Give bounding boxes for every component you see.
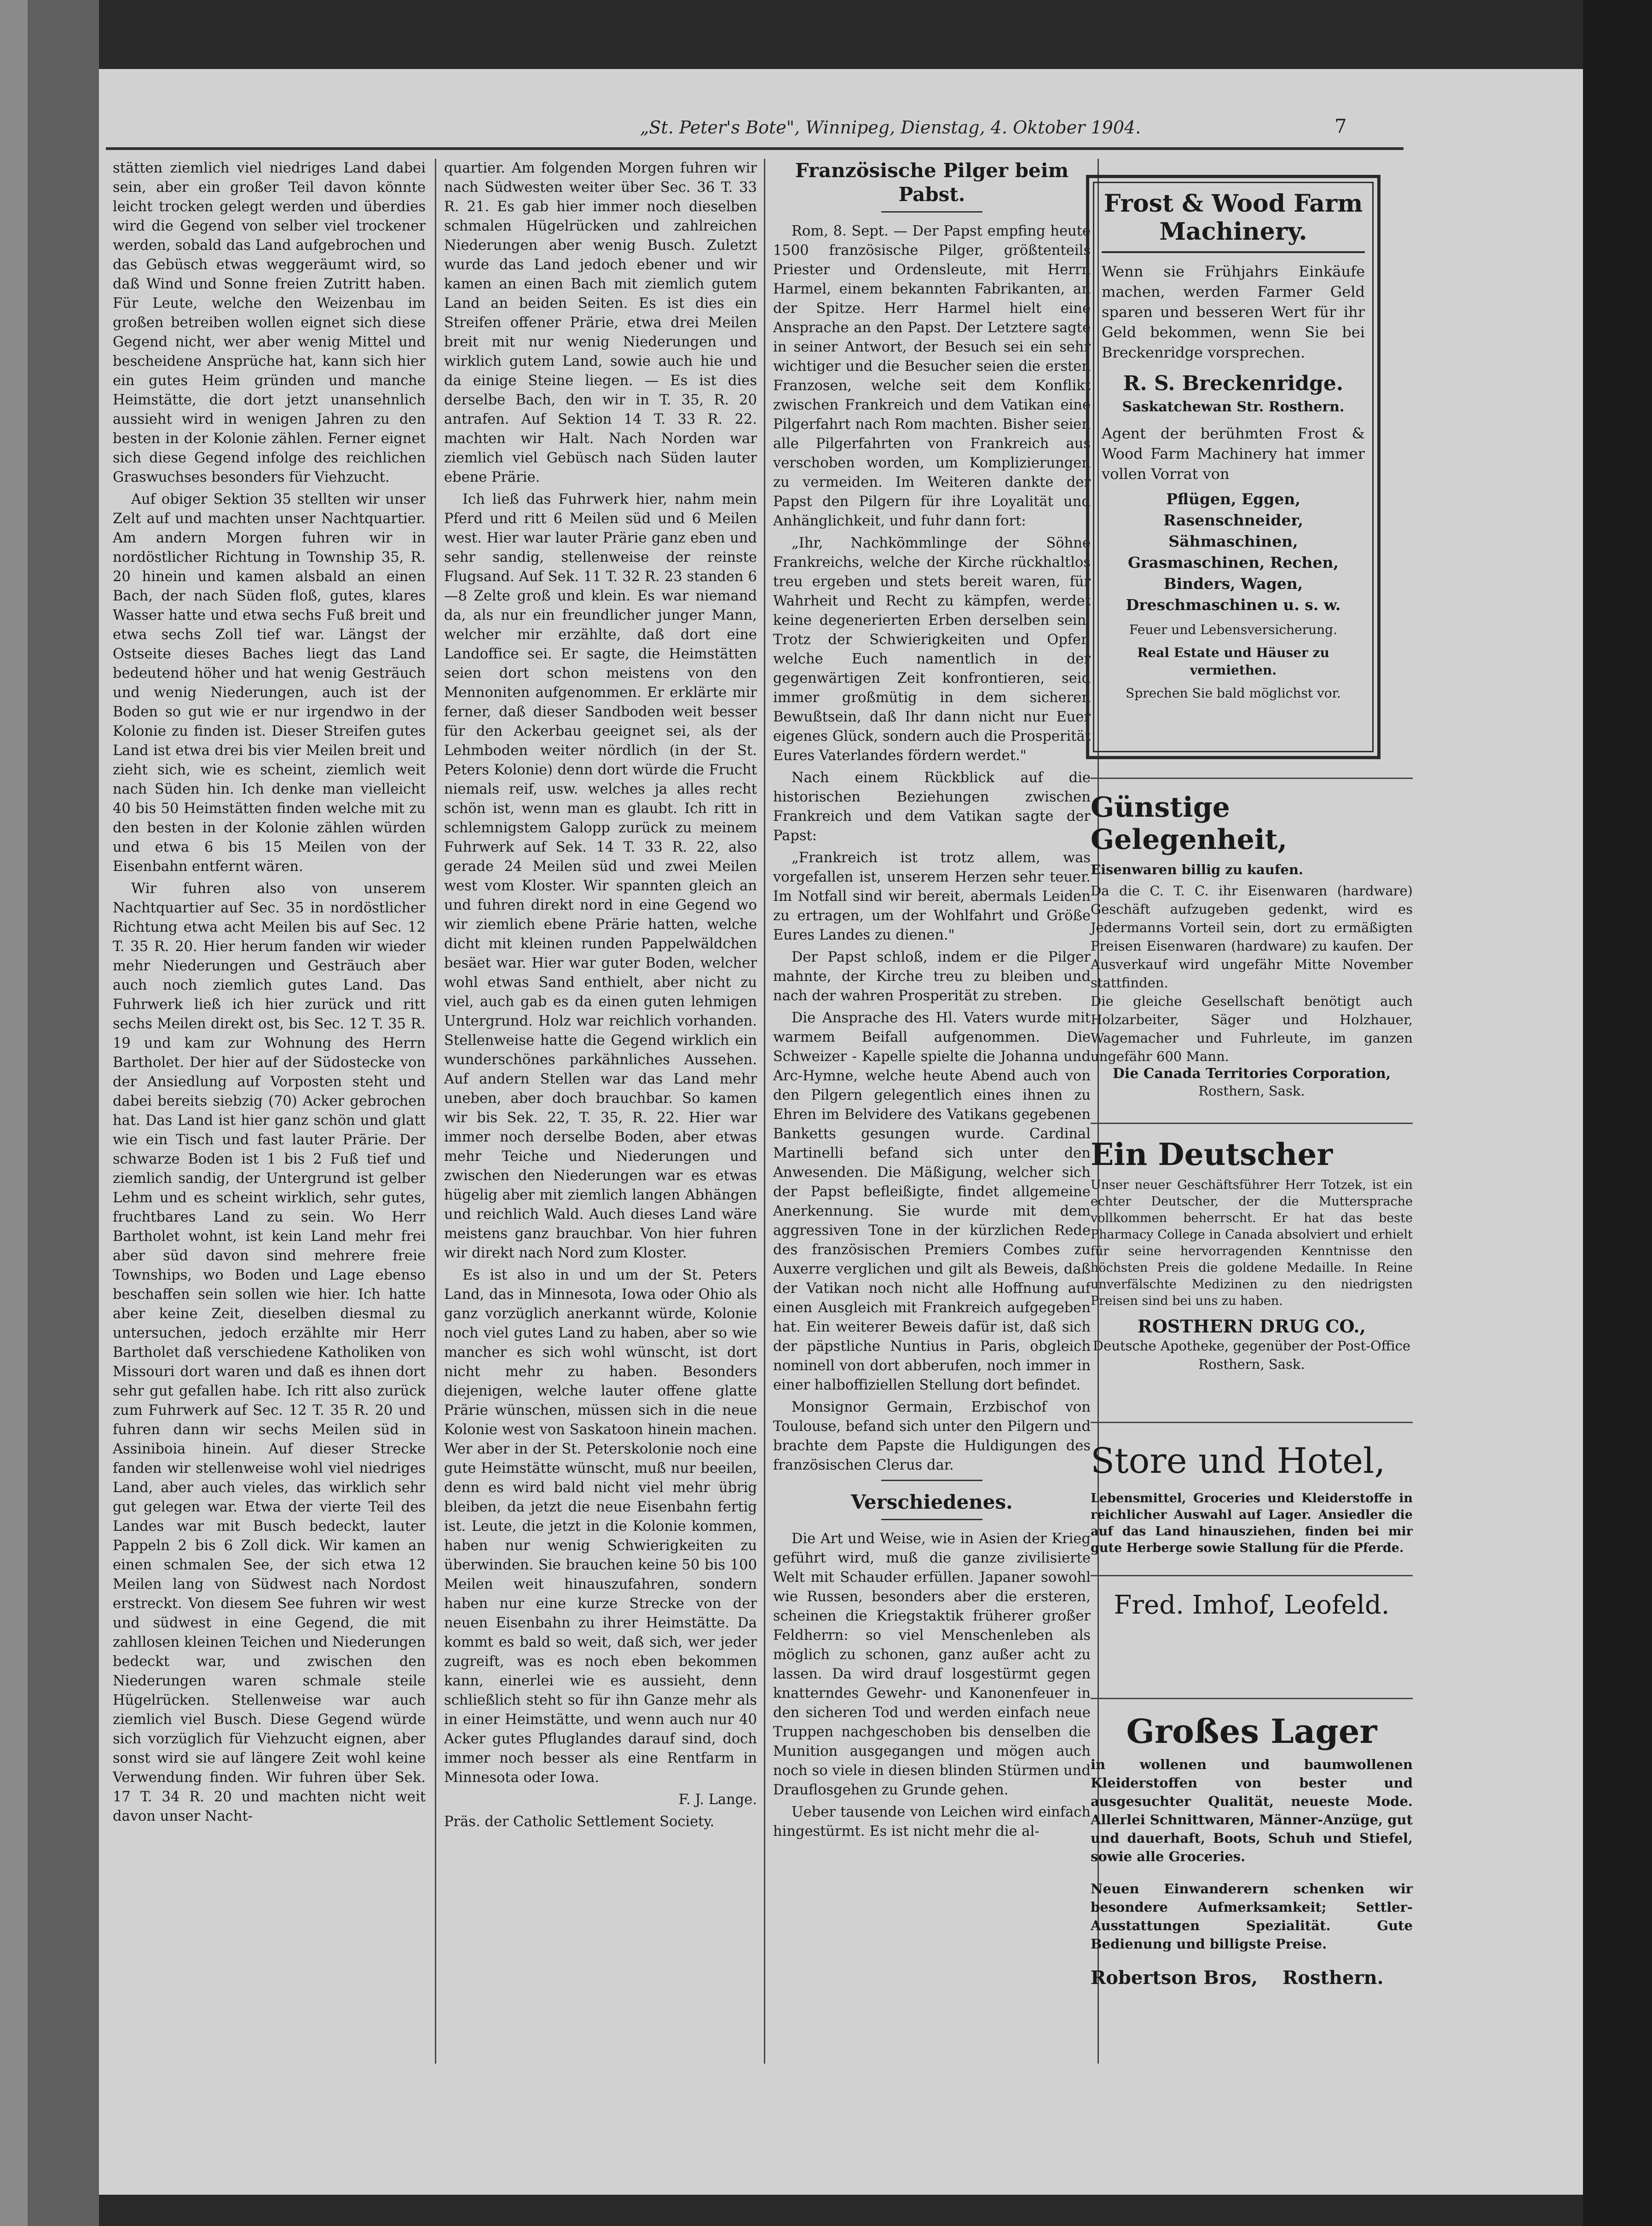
- article-paragraph: „Ihr, Nachkömmlinge der Söhne Frankreichs, welche der Kirche rückhaltlos treu ergeben und stets bereit waren, für Wahrheit und Recht zu kämpfen, werdet keine degenerierten Erben derselben sein. Trotz der Schwierigkeiten und Opfer, welche Euch namentlich in der gegenwärtigen Zeit konfrontieren, seid immer großmütig in dem sicheren Bewußtsein, daß Ihr dann nicht nur Euer eigenes Glück, sondern auch die Prosperität Eures Vaterlandes fördern werdet.": [773, 535, 1091, 764]
- article-heading: Französische Pilger beim Pabst.: [795, 159, 1069, 206]
- article-paragraph: quartier. Am folgenden Morgen fuhren wir nach Südwesten weiter über Sec. 36 T. 33 R. 21. Es gab hier immer noch dieselben schmalen Hügelrücken und zahlreichen Niederungen aber wenig Busch. Zuletzt wurde das Land jedoch ebener und wir kamen an einen Bach mit ziemlich gutem Land an beiden Seiten. Es ist dies ein Streifen offener Prärie, etwa drei Meilen breit mit nur wenig Niederungen und wirklich gutem Land, sowie auch hie und da einige Steine liegen. — Es ist dies derselbe Bach, den wir in T. 35, R. 20 antrafen. Auf Sektion 14 T. 33 R. 22. machten wir Halt. Nach Norden war ziemlich viel Gebüsch nach Süden lauter ebene Prärie.: [444, 160, 757, 485]
- section-heading: Verschiedenes.: [851, 1491, 1013, 1513]
- article-paragraph: Es ist also in und um der St. Peters Land, das in Minnesota, Iowa oder Ohio als ganz vorzüglich anerkannt würde, Kolonie noch viel gutes Land zu haben, aber so wie mancher es sich wohl wünscht, ist dort nicht mehr zu haben. Besonders diejenigen, welche lauter offene glatte Prärie wünschen, müssen sich in die neue Kolonie west von Saskatoon hinein machen. Wer aber in der St. Peterskolonie noch eine gute Heimstätte wünscht, muß nur beeilen, denn es wird bald nicht viel mehr übrig bleiben, da jetzt die neue Eisenbahn fertig ist. Leute, die jetzt in die Kolonie kommen, haben nur wenig Schwierigkeiten zu überwinden. Sie brauchen keine 50 bis 100 Meilen weit hinauszufahren, sondern haben nur eine kurze Strecke von der neuen Eisenbahn zu ihrer Heimstätte. Da kommt es bald so weit, daß sich, wer jeder zugreift, was es noch eben bekommen kann, einerlei wie es aussieht, denn schließlich steht so für ihn Ganze mehr als in einer Heimstätte, und wenn auch nur 40 Acker gutes Pfluglandes darauf sind, doch immer noch besser als eine Rentfarm in Minnesota oder Iowa.: [444, 1267, 757, 1786]
- ad-insurance: Feuer und Lebensversicherung.: [1129, 622, 1337, 637]
- ad-signature: [1091, 1967, 1413, 1989]
- ad-real-estate: Real Estate und Häuser zu vermiethen.: [1137, 645, 1329, 678]
- article-column-3: [773, 159, 1091, 2068]
- section-rule: [881, 1480, 982, 1481]
- article-column-2: [444, 159, 757, 2068]
- article-paragraph: Auf obiger Sektion 35 stellten wir unser Zelt auf und machten unser Nachtquartier. Am andern Morgen fuhren wir in nordöstlicher Richtung in Township 35, R. 20 hinein und kamen alsbald an einen Bach, der nach Süden floß, gutes, klares Wasser hatte und etwa sechs Fuß breit und etwa sechs Zoll tief war. Längst der Ostseite dieses Baches liegt das Land bedeutend höher und hat wenig Gesträuch und wenig Niederungen, auch ist der Boden so gut wie er nur irgendwo in der Kolonie zu finden ist. Dieser Streifen gutes Land ist etwa drei bis vier Meilen breit und zieht sich, wie es scheint, ziemlich weit nach Süden hin. Ich denke man vielleicht 40 bis 50 Heimstätten finden welche mit zu den besten in der Kolonie zählen würden und etwa 6 bis 15 Meilen von der Eisenbahn entfernt wären.: [113, 491, 426, 875]
- ad-title: Ein Deutscher: [1091, 1136, 1333, 1172]
- signature-title: Präs. der Catholic Settlement Society.: [444, 1814, 715, 1830]
- ad-owner: Robertson Bros,: [1091, 1967, 1258, 1989]
- article-paragraph: Die Ansprache des Hl. Vaters wurde mit warmem Beifall aufgenommen. Die Schweizer - Kapelle spielte die Johanna und Arc-Hymne, welche heute Abend auch von den Pilgern gelegentlich eines ihnen zu Ehren im Belvidere des Vatikans gegebenen Banketts gesungen wurde. Cardinal Martinelli befand sich unter den Anwesenden. Die Mäßigung, welcher sich der Papst befleißigte, findet allgemeine Anerkennung. Sie wurde mit dem aggressiven Tone in der kürzlichen Rede des französischen Premiers Combes zu Auxerre verglichen und gilt als Beweis, daß der Vatikan noch nicht alle Hoffnung auf einen Ausgleich mit Frankreich aufgegeben hat. Ein weiterer Beweis dafür ist, daß sich der päpstliche Nuntius in Paris, obgleich nominell von dort abberufen, noch immer in einer halboffiziellen Stellung dort befindet.: [773, 1010, 1091, 1393]
- ad-text: Unser neuer Geschäftsführer Herr Totzek, ist ein echter Deutscher, der die Muttersprache vollkommen beherrscht. Er hat das beste Pharmacy College in Canada absolviert und erhielt für seine hervorragenden Kenntnisse den höchsten Preis die goldene Medaille. In Reine unverfälschte Medizinen zu den niedrigsten Preisen sind bei uns zu haben.: [1091, 1178, 1413, 1308]
- ad-separator: [1091, 1123, 1413, 1124]
- article-column-1: [113, 159, 426, 2133]
- ad-title: Großes Lager: [1126, 1712, 1377, 1751]
- ad-separator: [1091, 778, 1413, 779]
- ad-subtitle: Eisenwaren billig zu kaufen.: [1091, 862, 1304, 877]
- article-paragraph: Ueber tausende von Leichen wird einfach hingestürmt. Es ist nicht mehr die al-: [773, 1804, 1091, 1840]
- ad-closing: Sprechen Sie bald möglichst vor.: [1126, 686, 1341, 701]
- ad-text: Wenn sie Frühjahrs Einkäufe machen, werden Farmer Geld sparen und besseren Wert für ihr Geld bekommen, wenn Sie bei Breckenridge vorsprechen.: [1102, 263, 1365, 361]
- ad-products: Pflügen, Eggen, Rasenschneider, Sähmaschinen, Grasmaschinen, Rechen, Binders, Wagen, Dreschmaschinen u. s. w.: [1126, 490, 1341, 614]
- advertisement-frost-wood: [1086, 175, 1381, 759]
- ad-owner: Fred. Imhof, Leofeld.: [1114, 1590, 1390, 1620]
- header-rule: [106, 147, 1404, 150]
- article-paragraph: Monsignor Germain, Erzbischof von Toulouse, befand sich unter den Pilgern und brachte dem Papste die Huldigungen des französischen Clerus dar.: [773, 1399, 1091, 1473]
- heading-rule: [881, 211, 982, 213]
- article-paragraph: Ich ließ das Fuhrwerk hier, nahm mein Pferd und ritt 6 Meilen süd und 6 Meilen west. Hier war lauter Prärie ganz eben und sehr sandig, stellenweise der reinste Flugsand. Auf Sek. 11 T. 32 R. 23 standen 6—8 Zelte groß und klein. Es war niemand da, als nur ein freundlicher junger Mann, welcher mir erzählte, daß dort eine Landoffice sei. Er sagte, die Heimstätten seien dort schon meistens von den Mennoniten aufgenommen. Er erklärte mir ferner, daß dieser Sandboden weit besser für den Ackerbau geeignet sei, als der Lehmboden weiter nördlich (in der St. Peters Kolonie) denn dort würde die Frucht niemals reif, usw. welches ja alles recht schön ist, wenn man es glaubt. Ich ritt in schlemnigstem Galopp zurück zu meinem Fuhrwerk auf Sek. 14 T. 33 R. 22, also gerade 24 Meilen süd und zwei Meilen west vom Kloster. Wir spannten gleich an und fuhren direkt nord in eine Gegend wo wir ziemlich ebene Prärie hatten, welche dicht mit kleinen runden Pappelwäldchen besäet war. Hier war guter Boden, welcher wohl etwas Sand enthielt, aber nicht zu viel, auch gab es da einen guten lehmigen Untergrund. Holz war reichlich vorhanden. Stellenweise hatte die Gegend wirklich ein wunderschönes parkähnliches Aussehen. Auf andern Stellen war das Land mehr uneben, aber doch brauchbar. So kamen wir bis Sek. 22, T. 35, R. 22. Hier war immer noch derselbe Boden, aber etwas mehr Teiche und Niederungen und zwischen den Niederungen war es etwas hügelig aber mit ziemlich langen Abhängen und reichlich Wald. Auch dieses Land wäre meistens ganz brauchbar. Von hier fuhren wir direkt nach Nord zum Kloster.: [444, 491, 757, 1261]
- ad-text: in wollenen und baumwollenen Kleiderstoffen von bester und ausgesuchter Qualität, neueste Mode. Allerlei Schnittwaren, Männer-Anzüge, gut und dauerhaft, Boots, Schuh und Stiefel, sowie alle Groceries.: [1091, 1757, 1413, 1864]
- ad-text: Neuen Einwanderern schenken wir besondere Aufmerksamkeit; Settler-Ausstattungen Spezialität. Gute Bedienung und billigste Preise.: [1091, 1881, 1413, 1952]
- ad-text: Die gleiche Gesellschaft benötigt auch Holzarbeiter, Säger und Holzhauer, Wagemacher und Fuhrleute, im ganzen ungefähr 600 Mann.: [1091, 993, 1413, 1064]
- advertisement-store-hotel: [1091, 1440, 1413, 1620]
- article-paragraph: Wir fuhren also von unserem Nachtquartier auf Sec. 35 in nordöstlicher Richtung etwa acht Meilen bis auf Sec. 12 T. 35 R. 20. Hier herum fanden wir wieder mehr Niederungen und Gesträuch aber auch noch ziemlich gutes Land. Das Fuhrwerk ließ ich hier zurück und ritt sechs Meilen direkt ost, bis Sec. 12 T. 35 R. 19 und kam zur Wohnung des Herrn Bartholet. Der hier auf der Südostecke von der Ansiedlung auf Vorposten steht und dabei bereits siebzig (70) Acker gebrochen hat. Das Land ist hier ganz schön und glatt wie ein Tisch und fast lauter Prärie. Der schwarze Boden ist 1 bis 2 Fuß tief und ziemlich sandig, der Untergrund ist gelber Lehm und es scheint wirklich, sehr gutes, fruchtbares Land zu sein. Wo Herr Bartholet wohnt, ist kein Land mehr frei aber süd davon sind mehrere freie Townships, wo Boden und Lage ebenso beschaffen sein sollen wie hier. Ich hatte aber keine Zeit, dieselben diesmal zu untersuchen, jedoch erzählte mir Herr Bartholet daß verschiedene Katholiken von Missouri dort waren und daß es ihnen dort sehr gut gefallen habe. Ich ritt also zurück zum Fuhrwerk auf Sec. 12 T. 35 R. 20 und fuhren dann wir sechs Meilen süd in Assiniboia hinein. Auf dieser Strecke fanden wir stellenweise wohl viel niedriges Land, aber auch vieles, das wirklich sehr gut gelegen war. Etwa der vierte Teil des Landes war mit Busch bedeckt, lauter Pappeln 2 bis 6 Zoll dick. Wir kamen an einen schmalen See, der sich etwa 12 Meilen lang von Südwest nach Nordost erstreckt. Von diesem See fuhren wir west und südwest in eine Gegend, die mit zahllosen kleinen Teichen und Niederungen bedeckt war, und zwischen den Niederungen waren schmale steile Hügelrücken. Stellenweise war auch ziemlich viel Busch. Diese Gegend würde sich vorzüglich für Viehzucht eignen, aber sonst wird sie auf längere Zeit wohl keine Verwendung finden. Wir fuhren über Sek. 17 T. 34 R. 20 und machten nicht weit davon unser Nacht-: [113, 881, 426, 1824]
- ad-text: Da die C. T. C. ihr Eisenwaren (hardware) Geschäft aufzugeben gedenkt, wird es Jedermanns Vorteil sein, dort zu ermäßigten Preisen Eisenwaren (hardware) zu kaufen. Der Ausverkauf wird ungefähr Mitte November stattfinden.: [1091, 883, 1413, 991]
- ad-place: Rosthern, Sask.: [1198, 1083, 1305, 1099]
- ad-company: ROSTHERN DRUG CO.,: [1138, 1316, 1366, 1337]
- heading-rule: [881, 1519, 982, 1520]
- article-paragraph: Nach einem Rückblick auf die historischen Beziehungen zwischen Frankreich und dem Vatikan sagte der Papst:: [773, 770, 1091, 844]
- page-number: 7: [1334, 115, 1347, 138]
- ad-separator: [1091, 1698, 1413, 1699]
- article-paragraph: Die Art und Weise, wie in Asien der Krieg geführt wird, muß die ganze zivilisierte Welt mit Schauder erfüllen. Japaner sowohl wie Russen, besonders aber die ersteren, scheinen die Kriegstaktik früherer großer Feldherrn: so viel Menschenleben als möglich zu schonen, ganz außer acht zu lassen. Da wird drauf losgestürmt gegen knatterndes Gewehr- und Kanonenfeuer in den sicheren Tod und werden einfach neue Truppen nachgeschoben bis denselben die Munition ausgegangen und mögen auch noch so viele in diesen blinden Stürmen und Drauflosgehen zu Grunde gehen.: [773, 1531, 1091, 1798]
- article-paragraph: „Frankreich ist trotz allem, was vorgefallen ist, unserem Herzen sehr teuer. Im Notfall sind wir bereit, abermals Leiden zu ertragen, um der Wohlfahrt und Größe Eures Landes zu dienen.": [773, 850, 1091, 943]
- ad-text: Agent der berühmten Frost & Wood Farm Machinery hat immer vollen Vorrat von: [1102, 425, 1365, 483]
- ad-merchant-name: R. S. Breckenridge.: [1123, 372, 1344, 395]
- ad-company: Die Canada Territories Corporation,: [1112, 1066, 1391, 1082]
- ad-separator: [1091, 1422, 1413, 1423]
- column-divider: [764, 159, 765, 2064]
- article-signature: F. J. Lange.: [678, 1792, 757, 1808]
- ad-address: Deutsche Apotheke, gegenüber der Post-Office Rosthern, Sask.: [1092, 1338, 1411, 1372]
- article-paragraph: Der Papst schloß, indem er die Pilger mahnte, der Kirche treu zu bleiben und nach der wahren Prosperität zu streben.: [773, 949, 1091, 1004]
- previous-page-edge: [0, 0, 28, 2226]
- advertisement-guenstige-gelegenheit: [1091, 791, 1413, 1100]
- article-paragraph: stätten ziemlich viel niedriges Land dabei sein, aber ein großer Teil davon könnte leicht trocken gelegt werden und überdies wird die Gegend von selber viel trockener werden, sobald das Land aufgebrochen und das Gebüsch etwas weggeräumt wird, so daß Wind und Sonne freien Zutritt haben. Für Leute, welche den Weizenbau im großen betreiben wollen eignet sich diese Gegend nicht, wer aber wenig Mittel und bescheidene Ansprüche hat, kann sich hier ein gutes Heim gründen und manche Heimstätte, die dort jetzt unansehnlich aussieht wird in wenigen Jahren zu den besten in der Kolonie zählen. Ferner eignet sich diese Gegend infolge des reichlichen Graswuchses besonders für Viehzucht.: [113, 160, 426, 485]
- ad-text: Lebensmittel, Groceries und Kleiderstoffe in reichlicher Auswahl auf Lager. Ansiedler die auf das Land hinausziehen, finden bei mir gute Herberge sowie Stallung für die Pferde.: [1091, 1491, 1413, 1555]
- article-paragraph: Rom, 8. Sept. — Der Papst empfing heute 1500 französische Pilger, größtenteils Priester und Ordensleute, mit Herrn Harmel, einem bekannten Fabrikanten, an der Spitze. Herr Harmel hielt eine Ansprache an den Papst. Der Letztere sagte in seiner Antwort, der Besuch sei ein sehr wichtiger und die Besucher seien die ersten Franzosen, welche seit dem Konflikt zwischen Frankreich und dem Vatikan eine Pilgerfahrt nach Rom machten. Bisher seien alle Pilgerfahrten von Frankreich aus verschoben worden, um Komplizierungen zu vermeiden. Im Weiteren dankte der Papst den Pilgern für ihre Loyalität und Anhänglichkeit, und fuhr dann fort:: [773, 223, 1091, 529]
- masthead: „St. Peter's Bote", Winnipeg, Dienstag, 4. Oktober 1904.: [640, 117, 1141, 138]
- ad-title: Günstige Gelegenheit,: [1091, 791, 1288, 856]
- advertisement-grosses-lager: [1091, 1712, 1413, 1989]
- ad-separator: [1091, 1575, 1413, 1576]
- column-divider: [435, 159, 436, 2064]
- scan-background-right: [1583, 0, 1652, 2226]
- advertisement-ein-deutscher: [1091, 1136, 1413, 1373]
- ad-address: Saskatchewan Str. Rosthern.: [1122, 399, 1345, 415]
- ad-place: Rosthern.: [1282, 1967, 1384, 1989]
- ad-title: Store und Hotel,: [1091, 1440, 1386, 1481]
- ad-title: Frost & Wood Farm Machinery.: [1102, 190, 1365, 253]
